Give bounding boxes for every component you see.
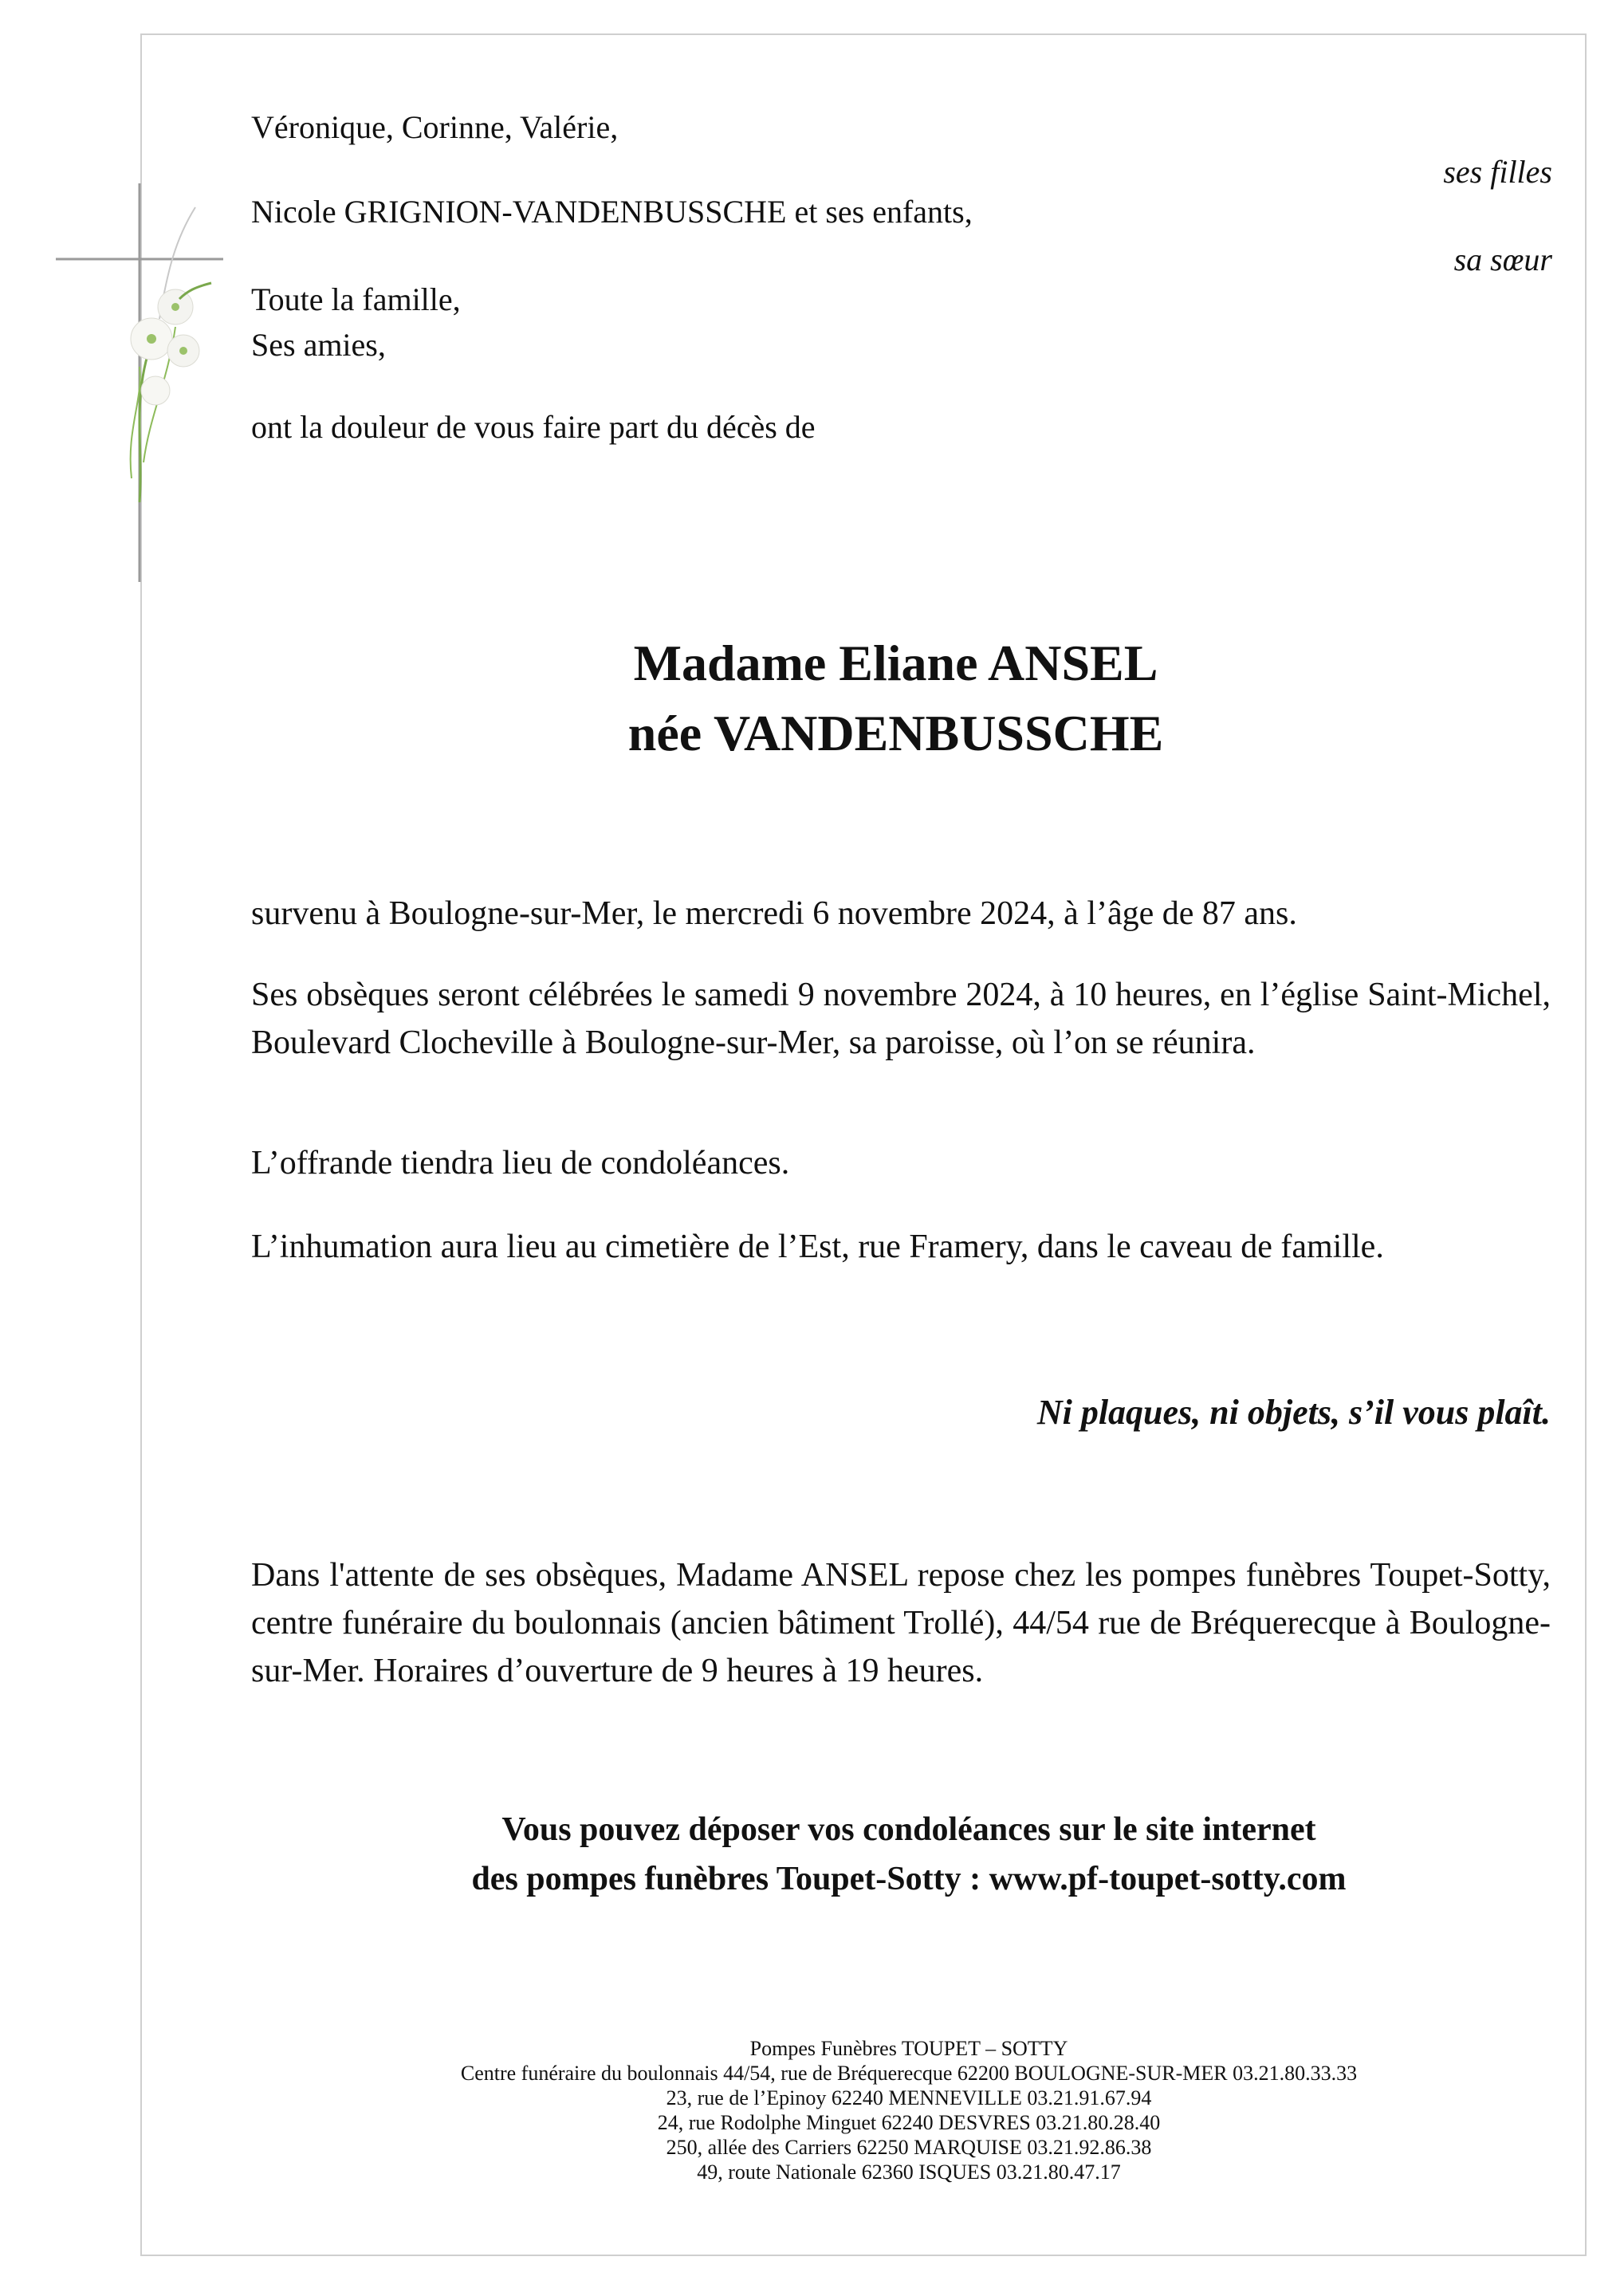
funeral-details: Ses obsèques seront célébrées le samedi 9 novembre 2024, à 10 heures, en l’église Saint-Michel, Boulevard Clocheville à Boulogne-sur-Mer, sa paroisse, où l’on se réunira. [251, 977, 1551, 1061]
condolences-line-2: des pompes funèbres Toupet-Sotty : www.pf-toupet-sotty.com [471, 1861, 1347, 1897]
family-daughters: Véronique, Corinne, Valérie, [251, 109, 619, 145]
deceased-maiden-name: née VANDENBUSSCHE [627, 705, 1164, 761]
family-friends: Ses amies, [251, 327, 386, 363]
repose-details: Dans l'attente de ses obsèques, Madame ANSEL repose chez les pompes funèbres Toupet-Sotty, centre funéraire du boulonnais (ancien bâtiment Trollé), 44/54 rue de Bréquerecque à Boulogne-sur-Mer. Horaires d’ouverture de 9 heures à 19 heures. [251, 1557, 1551, 1689]
death-details: survenu à Boulogne-sur-Mer, le mercredi 6 novembre 2024, à l’âge de 87 ans. [251, 895, 1297, 932]
family-all: Toute la famille, [251, 281, 461, 317]
footer-address-5: 49, route Nationale 62360 ISQUES 03.21.80.47.17 [697, 2160, 1121, 2184]
footer-address-1: Centre funéraire du boulonnais 44/54, rue de Bréquerecque 62200 BOULOGNE-SUR-MER 03.21.80.33.33 [460, 2062, 1358, 2085]
footer-address-3: 24, rue Rodolphe Minguet 62240 DESVRES 03.21.80.28.40 [657, 2111, 1161, 2134]
footer-company: Pompes Funèbres TOUPET – SOTTY [749, 2037, 1068, 2060]
announcement-intro: ont la douleur de vous faire part du décès de [251, 409, 816, 445]
footer-address-2: 23, rue de l’Epinoy 62240 MENNEVILLE 03.21.91.67.94 [666, 2086, 1152, 2109]
deceased-name: Madame Eliane ANSEL [633, 635, 1158, 691]
relation-sister: sa sœur [1453, 242, 1552, 277]
footer-address-4: 250, allée des Carriers 62250 MARQUISE 03.21.92.86.38 [666, 2136, 1152, 2159]
condolences-line-1: Vous pouvez déposer vos condoléances sur le site internet [501, 1811, 1316, 1848]
burial-details: L’inhumation aura lieu au cimetière de l’Est, rue Framery, dans le caveau de famille. [251, 1229, 1384, 1265]
no-flowers-note: Ni plaques, ni objets, s’il vous plaît. [1036, 1393, 1551, 1432]
cross-with-orchid-icon [56, 159, 231, 590]
family-sister: Nicole GRIGNION-VANDENBUSSCHE et ses enfants, [251, 194, 973, 230]
offering-note: L’offrande tiendra lieu de condoléances. [251, 1145, 790, 1181]
relation-daughters: ses filles [1443, 154, 1552, 190]
